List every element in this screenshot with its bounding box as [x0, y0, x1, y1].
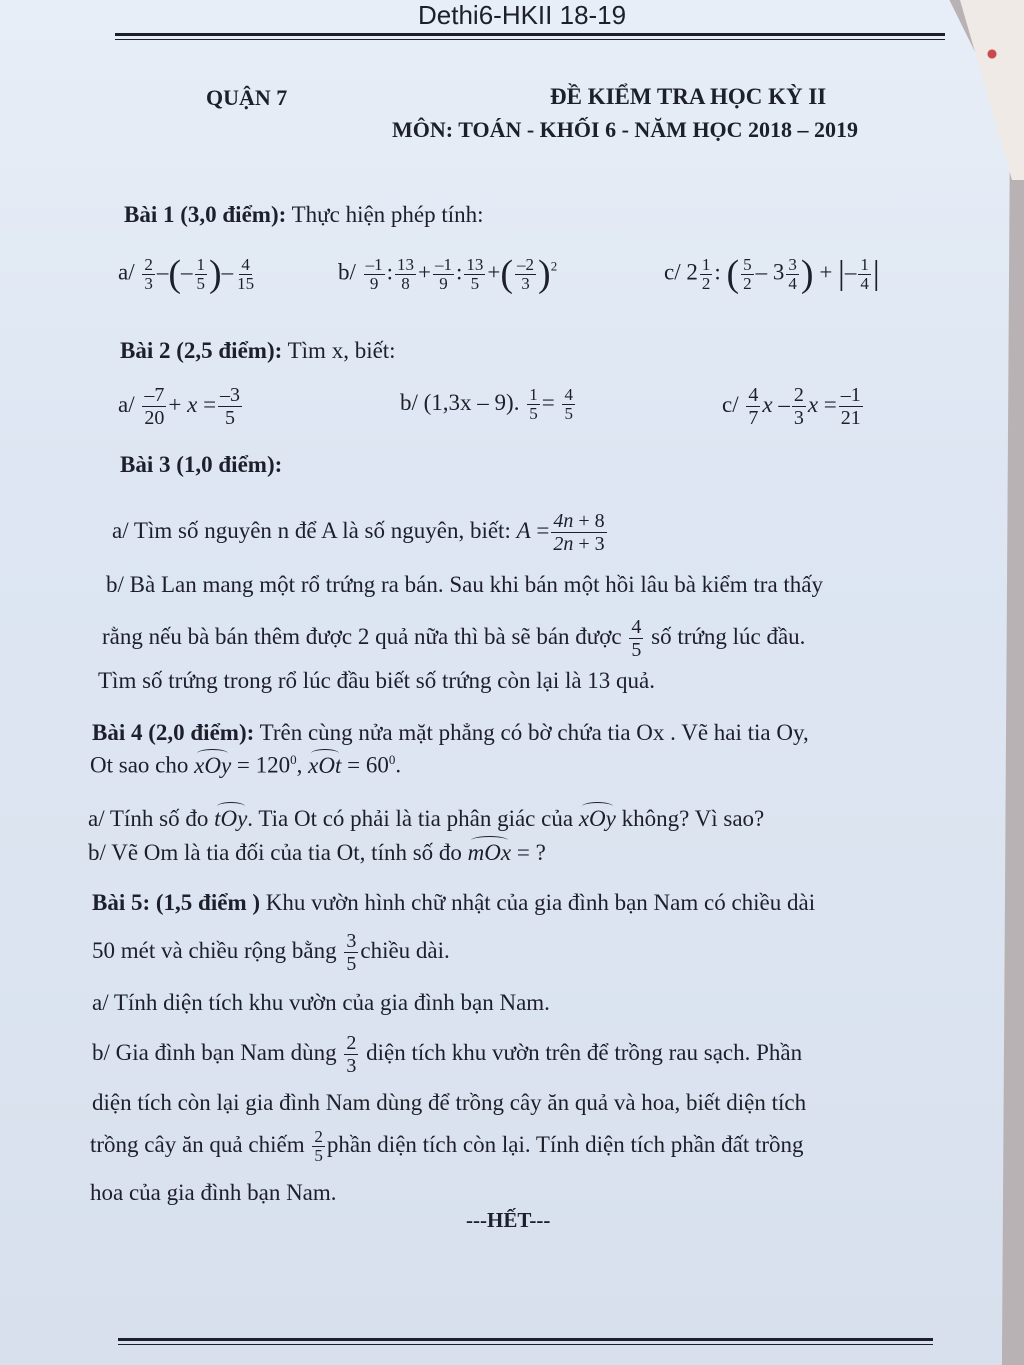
bai5-b-line1-post: diện tích khu vườn trên để trồng rau sạch. Phần: [366, 1039, 803, 1065]
document-code: Dethi6-HKII 18-19: [418, 0, 627, 30]
fraction: $\frac{3}{4}$: [788, 254, 797, 293]
bai4-heading: Bài 4 (2,0 điểm):: [92, 720, 255, 745]
bai5-line2-post: chiều dài.: [360, 937, 450, 963]
bai3-b-line3: Tìm số trứng trong rổ lúc đầu biết số trứng còn lại là 13 quả.: [98, 668, 656, 693]
bai4-line1: [92, 720, 809, 746]
subject-line: MÔN: TOÁN - KHỐI 6 - NĂM HỌC 2018 – 2019: [392, 117, 859, 142]
bai4-line2-pre: Ot sao cho: [90, 752, 189, 778]
bai2-c-label: c/: [722, 391, 739, 417]
bai1-b-label: b/: [338, 259, 356, 285]
fraction: $\frac{1}{2}$: [701, 254, 711, 293]
bai5-b-line4: hoa của gia đình bạn Nam.: [90, 1180, 337, 1205]
angle-xot: xOt: [308, 752, 342, 778]
bai2-a: a/ $\frac{-7}{20}$ + x = $\frac{-3}{5}$: [118, 384, 241, 429]
bai1-c: c/ 2 $\frac{1}{2}$ : ( $\frac{5}{2}$ – 3 $\frac{3}{4}$ ) + |– $\frac{1}{4}$ |: [664, 253, 880, 295]
fraction: $\frac{13}{8}$: [397, 254, 415, 293]
angle-mox: mOx: [467, 840, 512, 865]
fraction: $\frac{-1}{21}$: [840, 384, 861, 429]
bai5-b-line1: [92, 1032, 802, 1077]
district-label: QUẬN 7: [206, 85, 288, 110]
bai1-b: b/ $\frac{-1}{9}$ : $\frac{13}{8}$ + $\frac{-1}{9}$ : $\frac{13}{5}$ +( $\frac{-2}{3}$ )$^2$: [338, 253, 558, 295]
fraction: $\frac{5}{2}$: [743, 254, 752, 293]
bai5-line2-pre: 50 mét và chiều rộng bằng: [92, 937, 337, 963]
exam-title: ĐỀ KIỂM TRA HỌC KỲ II: [550, 84, 827, 109]
end-marker: ---HẾT---: [466, 1208, 551, 1232]
bai2-b-label: b/: [400, 389, 418, 415]
bai5-b-line1-pre: b/ Gia đình bạn Nam dùng: [92, 1039, 337, 1065]
fraction: $\frac{1}{5}$: [529, 385, 538, 423]
bai1-line: [124, 202, 484, 228]
bai5-b-line3-post: phần diện tích còn lại. Tính diện tích phần đất trồng: [326, 1131, 804, 1157]
bai4-a-post: không? Vì sao?: [621, 806, 765, 831]
bai2-c: c/ $\frac{4}{7}$ x – $\frac{2}{3}$ x = $\frac{-1}{21}$: [722, 384, 861, 429]
bai5-line2: [92, 930, 450, 975]
bai5-b-line2: diện tích còn lại gia đình Nam dùng để trồng cây ăn quả và hoa, biết diện tích: [92, 1090, 807, 1115]
fraction: $\frac{2}{5}$: [314, 1127, 323, 1165]
bai4-a-mid: . Tia Ot có phải là tia phân giác của: [247, 806, 574, 831]
footer-rule: [118, 1338, 933, 1341]
fraction: $\frac{-7}{20}$: [144, 384, 165, 429]
fraction: $\frac{2}{3}$: [346, 1032, 357, 1077]
bai2-a-label: a/: [118, 391, 135, 417]
fraction: $\frac{-2}{3}$: [517, 254, 535, 293]
fraction: $\frac{3}{5}$: [346, 930, 357, 975]
fraction: $\frac{2}{3}$: [793, 384, 804, 429]
bai1-intro: Thực hiện phép tính:: [291, 202, 484, 227]
bai2-line: [120, 338, 396, 364]
bai3-a-text: a/ Tìm số nguyên n để A là số nguyên, biết:: [112, 517, 511, 543]
bai2-intro: Tìm x, biết:: [287, 338, 396, 363]
bai1-a: a/ $\frac{2}{3}$ –(– $\frac{1}{5}$ )– $\frac{4}{15}$: [118, 253, 255, 295]
header-rule: [115, 33, 945, 36]
fraction: $\frac{4}{7}$: [748, 384, 759, 429]
fraction: $\frac{13}{5}$: [466, 254, 484, 293]
bai5-heading: Bài 5: (1,5 điểm ): [92, 890, 261, 915]
bai3-heading: Bài 3 (1,0 điểm):: [120, 452, 283, 477]
fraction: $\frac{2}{3}$: [144, 254, 153, 293]
bai5-line1: [92, 890, 815, 916]
fraction: $\frac{4}{15}$: [237, 254, 255, 293]
fraction: $\frac{-1}{9}$: [435, 254, 453, 293]
bai2-b: b/ (1,3x – 9). $\frac{1}{5}$ = $\frac{4}{5}$: [400, 385, 573, 423]
bai3-b-line2: [102, 616, 805, 661]
bai4-a-pre: a/ Tính số đo: [88, 806, 209, 831]
bai4-line1-text: Trên cùng nửa mặt phẳng có bờ chứa tia Ox . Vẽ hai tia Oy,: [259, 720, 809, 745]
bai5-b-line3: [90, 1128, 804, 1165]
bai4-b: b/ Vẽ Om là tia đối của tia Ot, tính số đo mOx = ?: [88, 840, 546, 865]
angle-xoy: xOy: [194, 752, 232, 778]
bai3-a: a/ Tìm số nguyên n để A là số nguyên, biết: A = $\frac{4n + 8}{2n + 3}$: [112, 510, 605, 555]
fraction: $\frac{4}{5}$: [564, 385, 573, 423]
angle-toy: tOy: [214, 806, 248, 831]
fraction: $\frac{1}{4}$: [860, 254, 869, 293]
bai1-c-label: c/: [664, 259, 681, 285]
fraction: $\frac{1}{5}$: [196, 254, 206, 293]
bai3-b-line1: b/ Bà Lan mang một rổ trứng ra bán. Sau khi bán một hồi lâu bà kiểm tra thấy: [106, 572, 823, 597]
bai4-b-pre: b/ Vẽ Om là tia đối của tia Ot, tính số đo: [88, 840, 462, 865]
header-rule-thin: [115, 39, 945, 40]
bai3-b-line2-post: số trứng lúc đầu.: [651, 623, 806, 649]
bai5-line1-text: Khu vườn hình chữ nhật của gia đình bạn Nam có chiều dài: [265, 890, 816, 915]
footer-rule-thin: [118, 1344, 933, 1345]
fraction: $\frac{4}{5}$: [631, 616, 642, 661]
bai2-heading: Bài 2 (2,5 điểm):: [120, 338, 283, 363]
angle-xoy-2: xOy: [578, 806, 616, 831]
fraction: $\frac{-1}{9}$: [365, 254, 383, 293]
bai5-b-line3-pre: trồng cây ăn quả chiếm: [90, 1131, 305, 1157]
bai4-a: [88, 806, 764, 832]
bai5-a: a/ Tính diện tích khu vườn của gia đình bạn Nam.: [92, 990, 550, 1015]
fraction: $\frac{4n + 8}{2n + 3}$: [553, 510, 605, 555]
bai3-b-line2-pre: rằng nếu bà bán thêm được 2 quả nữa thì bà sẽ bán được: [102, 623, 622, 649]
bai4-line2: Ot sao cho xOy = $120^0$, xOt = $60^0$.: [90, 752, 402, 778]
bai1-heading: Bài 1 (3,0 điểm):: [124, 202, 287, 227]
fraction: $\frac{-3}{5}$: [220, 384, 241, 429]
bai1-a-label: a/: [118, 259, 135, 285]
